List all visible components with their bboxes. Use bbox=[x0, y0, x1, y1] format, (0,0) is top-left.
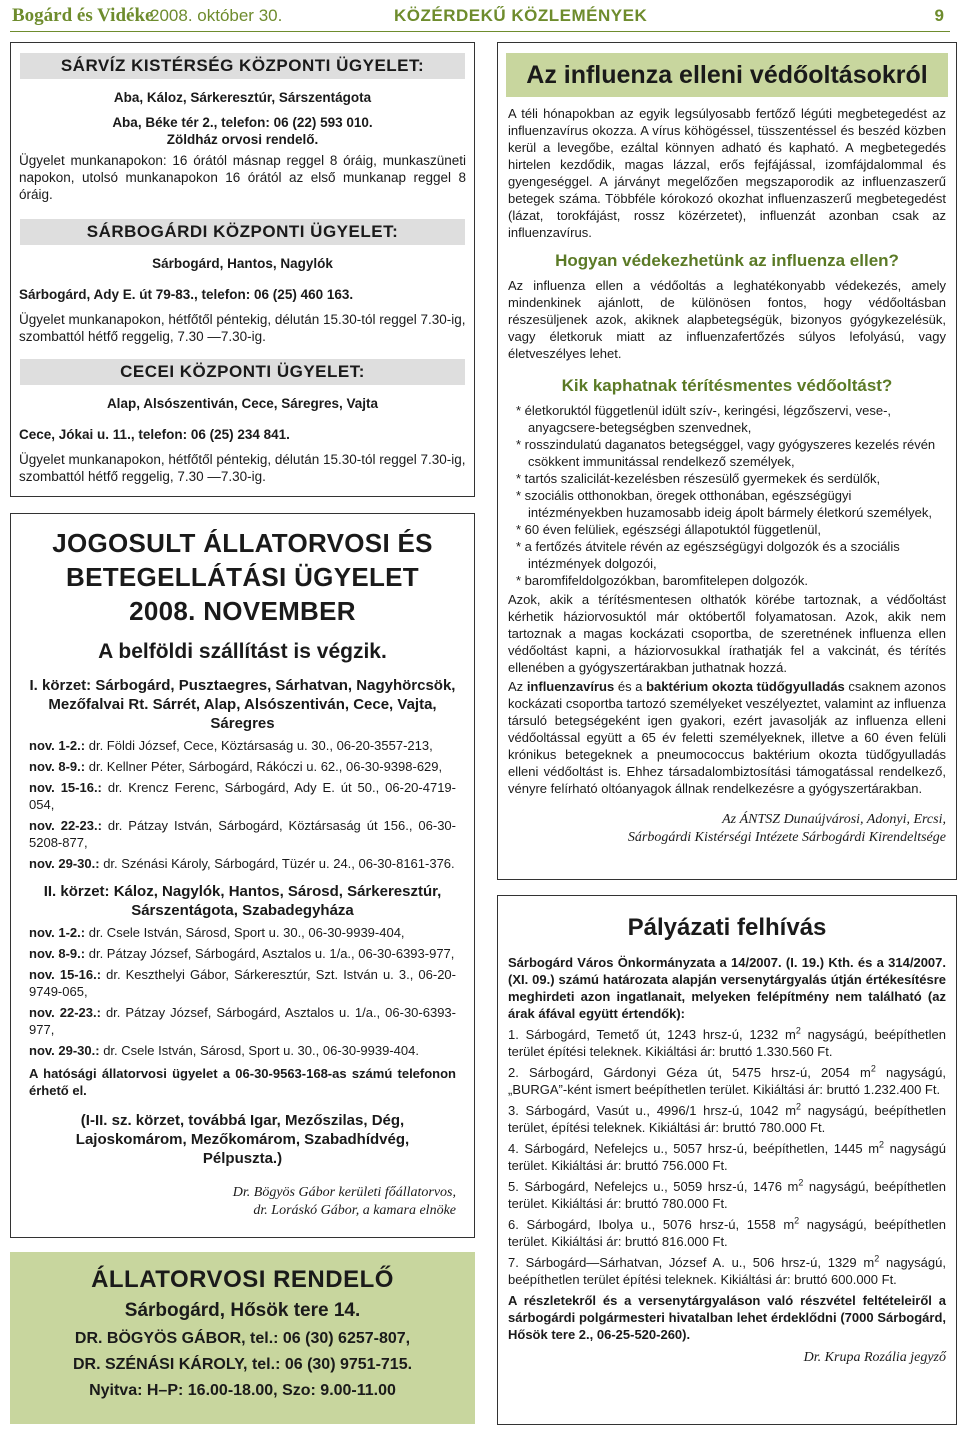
vet-duty-date: nov. 8-9.: bbox=[29, 759, 86, 774]
bold-run: baktérium okozta tüdőgyulladás bbox=[646, 679, 845, 694]
page-number: 9 bbox=[934, 6, 944, 25]
sarbogard-duty-title: SÁRBOGÁRDI KÖZPONTI ÜGYELET: bbox=[20, 219, 465, 245]
vet-duty-entry bbox=[29, 966, 456, 1000]
flu-eligible-item: * életkoruktól függetlenül idült szív-, keringési, légzőszervi, vese-, anyagcsere-betegségben szenvednek, bbox=[516, 403, 892, 435]
zone-2-title: II. körzet: Káloz, Nagylók, Hantos, Sárosd, Sárkeresztúr, Sárszentágota, Szabadegyháza bbox=[43, 883, 442, 919]
vet-duty-entry bbox=[29, 855, 456, 872]
office-doctor-2: DR. SZÉNÁSI KÁROLY, tel.: 06 (30) 9751-715. bbox=[72, 1356, 413, 1373]
tender-item-text: nagyságú, beépíthetlen terület építési teleknek. Kikiáltási ár: bruttó 1.330.560 Ft. bbox=[508, 1027, 947, 1059]
vet-duty-doctor: dr. Pátzay István, Sárbogárd, Köztársaság út 156., 06-30-5208-877, bbox=[29, 818, 456, 850]
vet-title-line-2: BETEGELLÁTÁSI ÜGYELET bbox=[66, 562, 419, 592]
flu-vaccination-box bbox=[497, 42, 957, 880]
flu-intro: A téli hónapokban az egyik legsúlyosabb fertőző légúti megbetegedést az influenzavírus okozza. A vírus köhögéssel, tüsszentéssel és beszéd közben kerül a levegőbe, ezáltal könnyen adható és kapható. A megbetegedés hirtelen kezdődik, magas lázzal, erős fejfájással, izomfájdalommal és gyengeséggel. A járványt megelőzően megszaporodik az influenzaszerű betegek száma. Többféle kórokozó okozhat influenzaszerű megbetegedést (lázat, torokfájást, rossz közérzetet), influenzát azonban csak az influenzavírus. bbox=[508, 106, 946, 240]
vet-duty-doctor: dr. Földi József, Cece, Köztársaság u. 30., 06-20-3557-213, bbox=[88, 738, 433, 753]
tender-item-text: nagyságú, beépíthetlen terület építési teleknek. Kikiáltási ár: bruttó 600.000 Ft. bbox=[508, 1255, 946, 1287]
tender-item-text: 3. Sárbogárd, Vasút u., 4996/1 hrsz-ú, 1042 m bbox=[508, 1103, 797, 1118]
tender-item bbox=[508, 1140, 946, 1174]
vet-office-box bbox=[10, 1252, 475, 1424]
vet-duty-entry bbox=[29, 1042, 456, 1059]
authority-note: A hatósági állatorvosi ügyelet a 06-30-9563-168-as számú telefonon érhető el. bbox=[29, 1066, 456, 1098]
tender-item-text: 2. Sárbogárd, Gárdonyi Géza út, 5475 hrsz-ú, 2054 m bbox=[508, 1065, 871, 1080]
tender-item bbox=[508, 1102, 946, 1136]
office-title: ÁLLATORVOSI RENDELŐ bbox=[91, 1266, 394, 1293]
vet-duty-box bbox=[10, 513, 475, 1238]
flu-protection-text: Az influenza ellen a védőoltás a leghatékonyabb védekezés, amely mindenkinek ajánlott, de különösen fontos, hogy védőoltásban részesüljenek azok, akiknek alapbetegségük, bizonyos gyógykezelésük, vagy életkoruk miatt az influenzafertőzés súlyos lefolyású, vagy életveszélyes lehet. bbox=[508, 278, 946, 361]
flu-eligible-list bbox=[508, 402, 946, 589]
flu-signature-1: Az ÁNTSZ Dunaújvárosi, Adonyi, Ercsi, bbox=[722, 812, 946, 827]
vet-duty-date: nov. 22-23.: bbox=[29, 1005, 101, 1020]
flu-title: Az influenza elleni védőoltásokról bbox=[506, 53, 948, 97]
vet-duty-date: nov. 29-30.: bbox=[29, 1043, 100, 1058]
tender-item-text: 7. Sárbogárd—Sárhatvan, József A. u., 506 hrsz-ú, 1329 m bbox=[508, 1255, 875, 1270]
flu-eligible-item: * tartós szalicilát-kezelésben részesülő gyermekek és serdülők, bbox=[516, 471, 881, 486]
issue-date: 2008. október 30. bbox=[150, 6, 283, 25]
tender-item-text: nagyságú, beépíthetlen terület. Kikiáltási ár: bruttó 816.000 Ft. bbox=[508, 1217, 946, 1249]
flu-signature-2: Sárbogárdi Kistérségi Intézete Sárbogárdi Kirendeltsége bbox=[627, 830, 946, 845]
text-run: Az bbox=[508, 679, 527, 694]
tender-item-text: 5. Sárbogárd, Nefelejcs u., 5059 hrsz-ú, 1476 m bbox=[508, 1179, 799, 1194]
vet-subtitle: A belföldi szállítást is végzik. bbox=[98, 640, 387, 663]
vet-duty-date: nov. 1-2.: bbox=[29, 738, 86, 753]
vet-signature-1: Dr. Bögyös Gábor kerületi főállatorvos, bbox=[232, 1185, 456, 1200]
flu-heading-free: Kik kaphatnak térítésmentes védőoltást? bbox=[561, 376, 893, 395]
vet-signature-2: dr. Loráskó Gábor, a kamara elnöke bbox=[253, 1203, 456, 1218]
vet-title-line-1: JOGOSULT ÁLLATORVOSI ÉS bbox=[52, 528, 433, 558]
sarbogard-hours: Ügyelet munkanapokon, hétfőtől péntekig, délután 15.30-tól reggel 7.30-ig, szombattól hétfő reggelig, 7.30 —7.30-ig. bbox=[19, 312, 466, 344]
tender-item-text: nagyságú, beépíthetlen terület. Kikiáltási ár: bruttó 780.000 Ft. bbox=[508, 1179, 946, 1211]
vet-duty-entry bbox=[29, 758, 456, 775]
header-rule bbox=[10, 31, 950, 32]
square-superscript: 2 bbox=[794, 1215, 800, 1226]
cecei-hours: Ügyelet munkanapokon, hétfőtől péntekig, délután 15.30-tól reggel 7.30-ig, szombattól hétfő reggelig, 7.30 —7.30-ig. bbox=[19, 452, 466, 484]
flu-request-text: Azok, akik a térítésmentesen olthatók körébe tartoznak, a védőoltást kérhetik háziorvosuktól már októbertől folyamatosan. Azok, akik nem tartoznak a magas kockázati csoportba, de szeretnének influenza ellen védőoltást kapni, a háziorvosukkal írathatják fel a vakcinát, és térítés ellenében a gyógyszertárakban juthatnak hozzá. bbox=[508, 592, 946, 675]
vet-duty-doctor: dr. Pátzay József, Sárbogárd, Asztalos u. 1/a., 06-30-6393-977, bbox=[29, 1005, 456, 1037]
office-address: Sárbogárd, Hősök tere 14. bbox=[124, 1300, 361, 1321]
flu-eligible-item: * 60 éven felüliek, egészségi állapotuktól függetlenül, bbox=[516, 522, 821, 537]
office-doctor-1: DR. BÖGYÖS GÁBOR, tel.: 06 (30) 6257-807, bbox=[74, 1330, 411, 1347]
vet-title-line-3: 2008. NOVEMBER bbox=[129, 596, 356, 626]
flu-eligible-item: * rosszindulatú daganatos betegséggel, vagy gyógyszeres kezelés révén csökkent immunitással rendelkező személyek, bbox=[516, 437, 936, 469]
tender-signature: Dr. Krupa Rozália jegyző bbox=[803, 1350, 946, 1365]
vet-duty-entry bbox=[29, 1004, 456, 1038]
sarviz-place: Zöldház orvosi rendelő. bbox=[166, 132, 319, 147]
tender-outro: A részletekről és a versenytárgyaláson való részvétel feltételeiről a sárbogárdi polgármesteri hivatalban lehet érdeklődni (7000 Sárbogárd, Hősök tere 2., 06-25-520-260). bbox=[508, 1293, 946, 1342]
tender-item-text: nagyságú, „BURGA”-ként ismert beépíthetlen terület. Kikiáltási ár: bruttó 1.232.400 Ft. bbox=[508, 1065, 946, 1097]
vet-duty-doctor: dr. Csele István, Sárosd, Sport u. 30., 06-30-9939-404, bbox=[88, 925, 405, 940]
tender-item-text: nagyságú, beépíthetlen terület, építési teleknek. Kikiáltási ár: bruttó 780.000 Ft. bbox=[508, 1103, 946, 1135]
tender-item bbox=[508, 1216, 946, 1250]
zone-1-list bbox=[29, 737, 456, 872]
vet-duty-entry bbox=[29, 945, 456, 962]
tender-box bbox=[497, 895, 957, 1425]
cecei-duty-title: CECEI KÖZPONTI ÜGYELET: bbox=[20, 359, 465, 385]
square-superscript: 2 bbox=[879, 1139, 885, 1150]
sarviz-address: Aba, Béke tér 2., telefon: 06 (22) 593 010. bbox=[112, 115, 373, 130]
square-superscript: 2 bbox=[798, 1177, 804, 1188]
zone-2-list bbox=[29, 924, 456, 1059]
vet-duty-date: nov. 22-23.: bbox=[29, 818, 102, 833]
tender-item-text: nagyságú terület. Kikiáltási ár: bruttó 756.000 Ft. bbox=[508, 1141, 946, 1173]
sarbogard-address: Sárbogárd, Ady E. út 79-83., telefon: 06 (25) 460 163. bbox=[19, 287, 354, 302]
tender-intro: Sárbogárd Város Önkormányzata a 14/2007. (I. 19.) Kth. és a 314/2007. (XI. 09.) számú határozata alapján versenytárgyalás útján értékesítésre meghirdeti azon ingatlanait, melyeken felépítmény nem található (az árak áfával együtt értendők): bbox=[508, 955, 946, 1021]
sarviz-duty-title: SÁRVÍZ KISTÉRSÉG KÖZPONTI ÜGYELET: bbox=[20, 53, 465, 79]
tender-item bbox=[508, 1254, 946, 1288]
vet-duty-date: nov. 1-2.: bbox=[29, 925, 86, 940]
text-run: és a bbox=[614, 679, 647, 694]
flu-heading-protection: Hogyan védekezhetünk az influenza ellen? bbox=[555, 251, 899, 270]
vet-duty-date: nov. 8-9.: bbox=[29, 946, 86, 961]
cecei-address: Cece, Jókai u. 11., telefon: 06 (25) 234 841. bbox=[19, 427, 290, 442]
vet-duty-entry bbox=[29, 779, 456, 813]
tender-title: Pályázati felhívás bbox=[627, 914, 827, 941]
square-superscript: 2 bbox=[870, 1063, 876, 1074]
vet-duty-doctor: dr. Csele István, Sárosd, Sport u. 30., 06-30-9939-404. bbox=[103, 1043, 419, 1058]
flu-pneumococcus-text bbox=[508, 678, 946, 797]
zone-1-title: I. körzet: Sárbogárd, Pusztaegres, Sárhatvan, Nagyhörcsök, Mezőfalvai Rt. Sárrét, Alap, Alsószentiván, Cece, Vajta, Sáregres bbox=[29, 677, 456, 732]
vet-duty-entry bbox=[29, 817, 456, 851]
office-hours: Nyitva: H–P: 16.00-18.00, Szo: 9.00-11.00 bbox=[89, 1382, 396, 1399]
vet-duty-doctor: dr. Pátzay József, Sárbogárd, Asztalos u. 1/a., 06-30-6393-977, bbox=[88, 946, 455, 961]
vet-duty-doctor: dr. Szénási Károly, Sárbogárd, Tüzér u. 24., 06-30-8161-376. bbox=[103, 856, 455, 871]
square-superscript: 2 bbox=[796, 1101, 802, 1112]
tender-item-text: 4. Sárbogárd, Nefelejcs u., 5057 hrsz-ú, beépíthetlen, 1445 m bbox=[508, 1141, 880, 1156]
sarbogard-towns: Sárbogárd, Hantos, Nagylók bbox=[152, 256, 333, 271]
page-header bbox=[10, 4, 950, 30]
sarviz-towns: Aba, Káloz, Sárkeresztúr, Sárszentágota bbox=[113, 90, 372, 105]
vet-duty-entry bbox=[29, 924, 456, 941]
text-run: csaknem azonos kockázati csoportba tartozó személyeket veszélyeztet, valamint az influenza társuló betegségeként igen gyakori, ezért javasolják az influenza elleni védőoltással együtt a 65 év feletti személyeknek, illetve a 60 éven felüli krónikus betegeknek a pneumococcus baktérium okozta tüdőgyulladás elleni védőoltást is. Ehhez társadalombiztosítási támogatással rendelkező, vényre felírható oltóanyagok állnak rendelkezésre a gyógyszertárakban. bbox=[508, 679, 946, 796]
vet-duty-entry bbox=[29, 737, 456, 754]
square-superscript: 2 bbox=[874, 1253, 880, 1264]
tender-item bbox=[508, 1026, 946, 1060]
flu-eligible-item: * baromfifeldolgozókban, baromfitelepen dolgozók. bbox=[516, 573, 808, 588]
sarviz-hours: Ügyelet munkanapokon: 16 órától másnap reggel 8 óráig, munkaszüneti napokon, utolsó munkanapokon 16 órától az első munkanap reggel 8 óráig. bbox=[19, 153, 466, 202]
vet-duty-date: nov. 15-16.: bbox=[29, 780, 102, 795]
flu-eligible-item: * a fertőzés átvitele révén az egészségügyi dolgozók és a szociális intézmények dolgozói, bbox=[516, 539, 900, 571]
bold-run: influenzavírus bbox=[526, 679, 615, 694]
tender-item-text: 6. Sárbogárd, Ibolya u., 5076 hrsz-ú, 1558 m bbox=[508, 1217, 795, 1232]
vet-title bbox=[29, 526, 456, 628]
vet-duty-doctor: dr. Krencz Ferenc, Sárbogárd, Ady E. út 50., 06-20-4719-054, bbox=[29, 780, 456, 812]
tender-item-list bbox=[508, 1026, 946, 1288]
vet-duty-doctor: dr. Keszthelyi Gábor, Sárkeresztúr, Szt. István u. 3., 06-20-9749-065, bbox=[29, 967, 456, 999]
tender-item bbox=[508, 1064, 946, 1098]
square-superscript: 2 bbox=[795, 1025, 801, 1036]
vet-duty-date: nov. 29-30.: bbox=[29, 856, 100, 871]
medical-duty-box bbox=[10, 42, 475, 497]
vet-duty-doctor: dr. Kellner Péter, Sárbogárd, Rákóczi u. 62., 06-30-9398-629, bbox=[88, 759, 443, 774]
extra-area-note: (I-II. sz. körzet, továbbá Igar, Mezőszilas, Dég, Lajoskomárom, Mezőkomárom, Szabadhídvég, Pélpuszta.) bbox=[75, 1112, 410, 1167]
newspaper-brand: Bogárd és Vidéke bbox=[12, 5, 154, 26]
tender-item-text: 1. Sárbogárd, Temető út, 1243 hrsz-ú, 1232 m bbox=[508, 1027, 796, 1042]
cecei-towns: Alap, Alsószentiván, Cece, Sáregres, Vajta bbox=[106, 396, 379, 411]
section-title: KÖZÉRDEKŰ KÖZLEMÉNYEK bbox=[394, 6, 648, 25]
vet-duty-date: nov. 15-16.: bbox=[29, 967, 102, 982]
tender-item bbox=[508, 1178, 946, 1212]
flu-eligible-item: * szociális otthonokban, öregek otthonában, egészségügyi intézményekben huzamosabb ideig ápolt bármely életkorú személyek, bbox=[516, 488, 932, 520]
